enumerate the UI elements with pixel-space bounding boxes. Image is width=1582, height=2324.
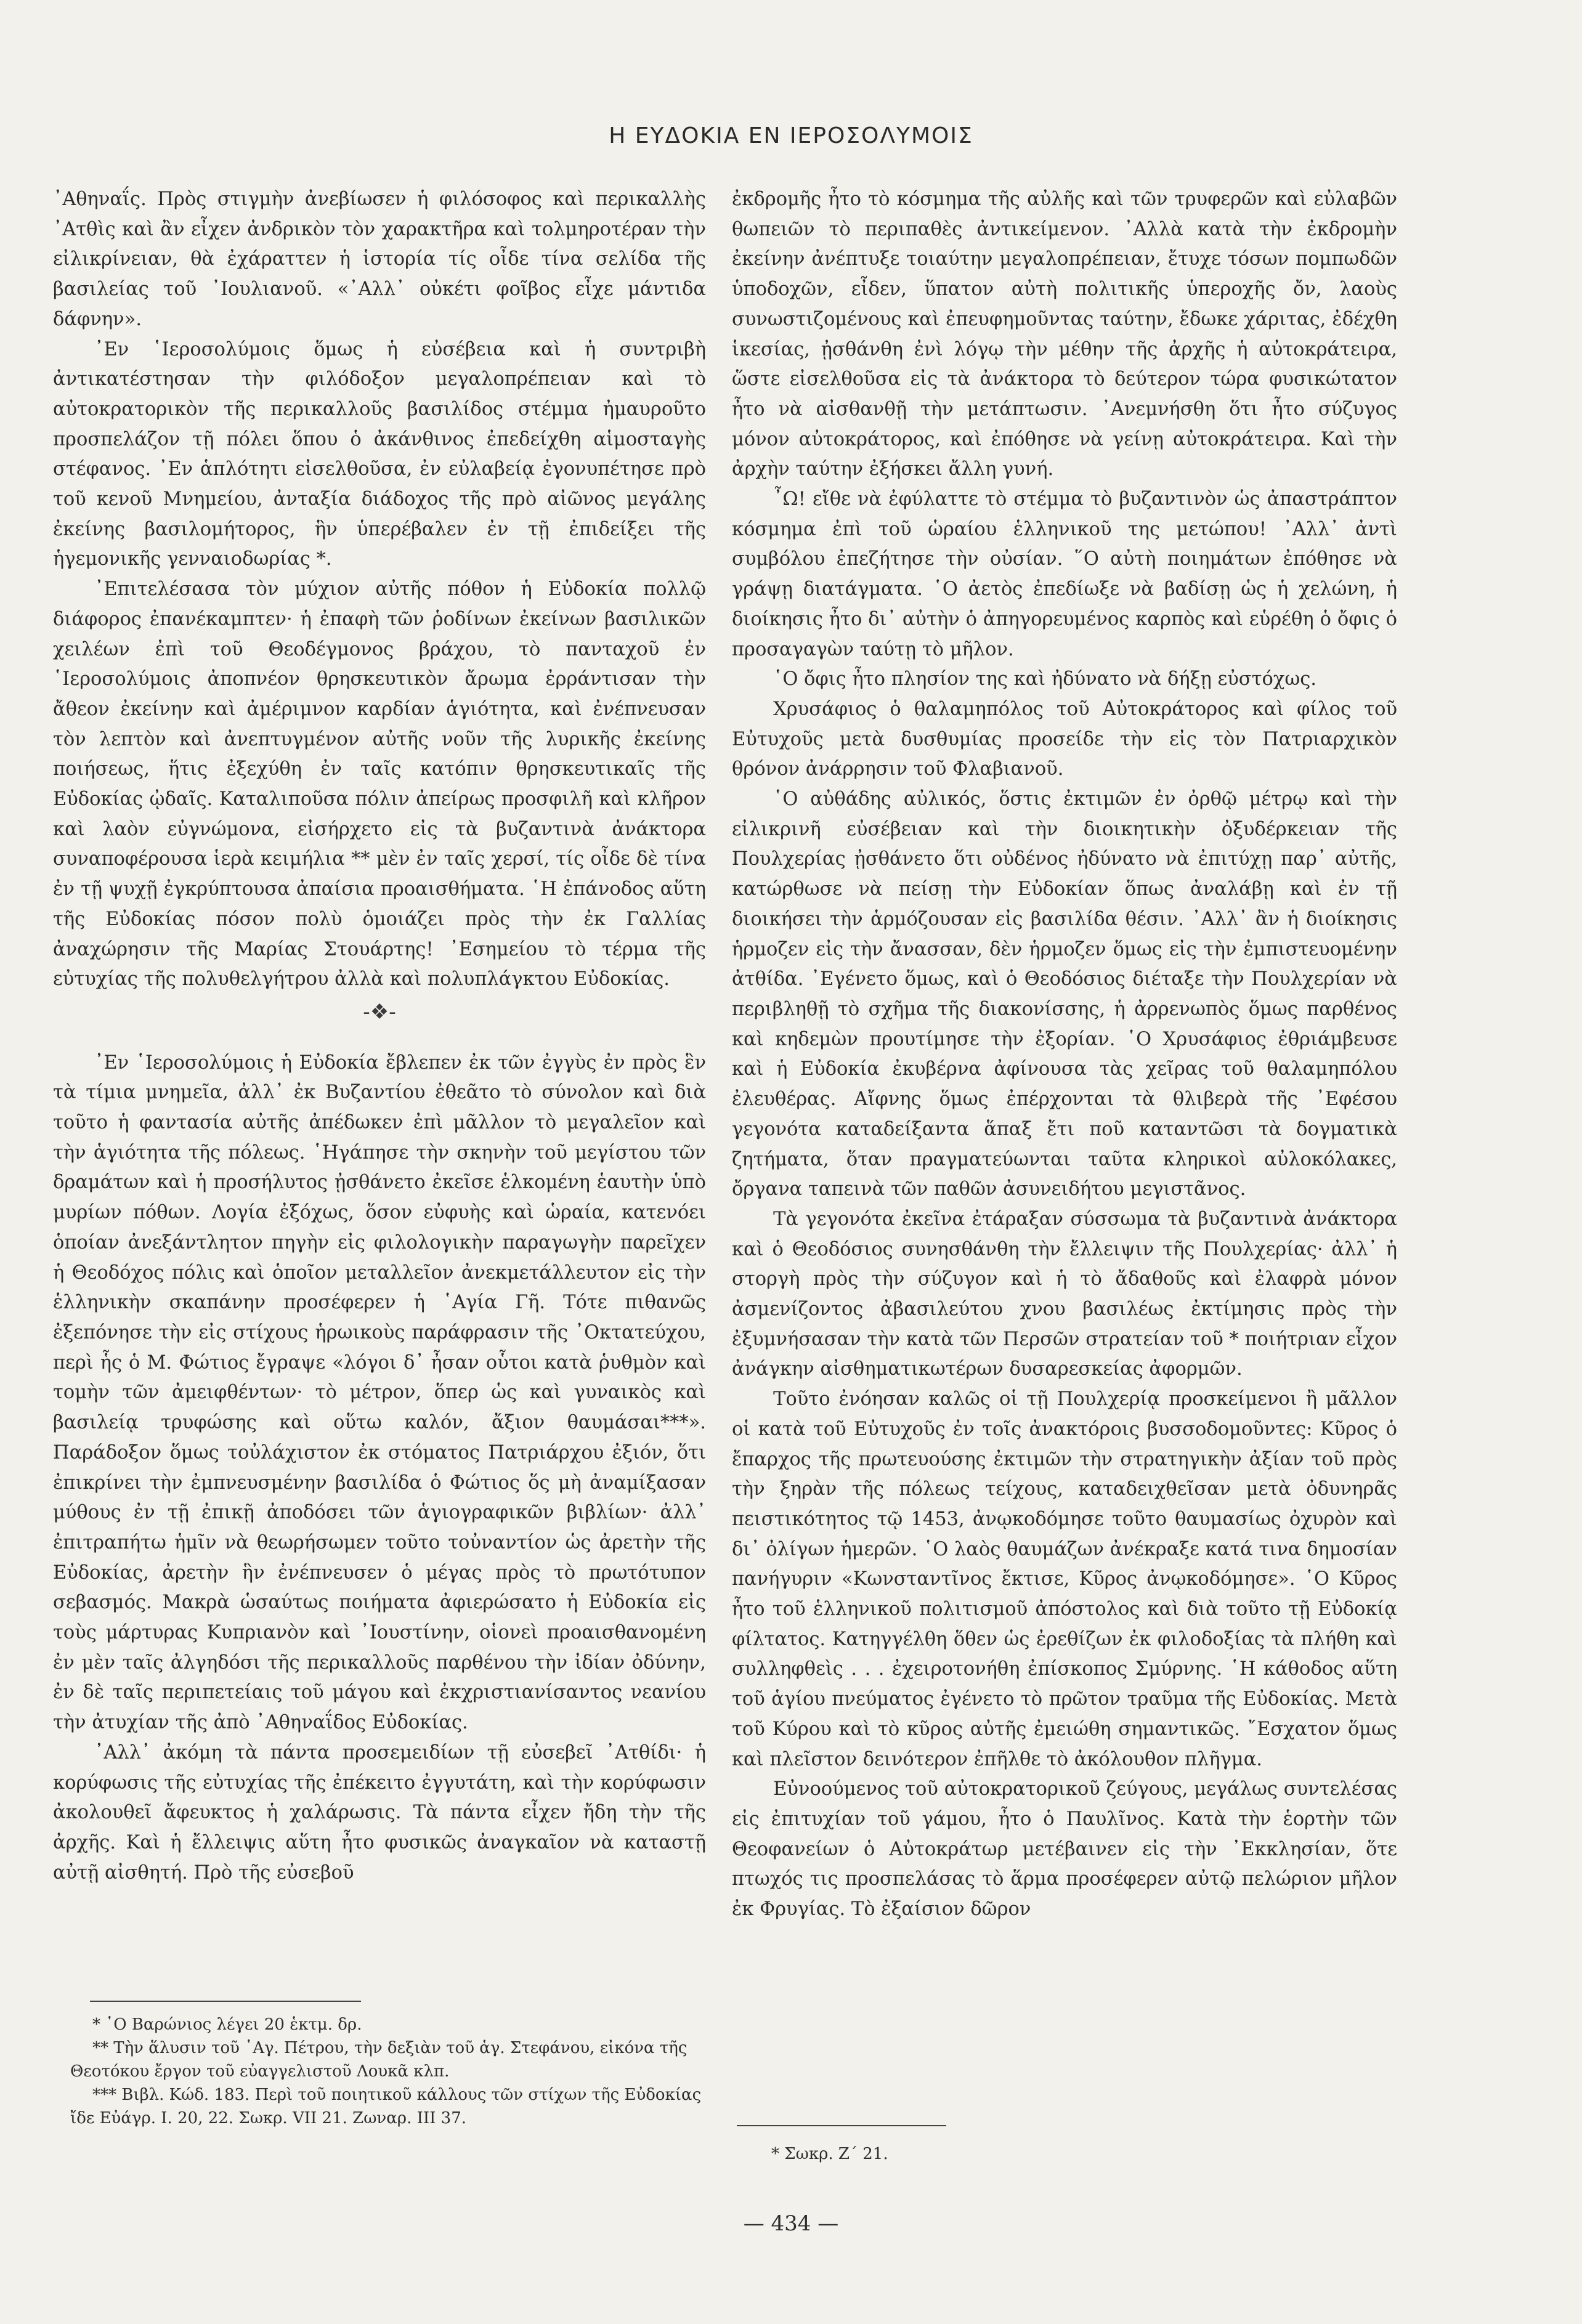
footnote-rule-left xyxy=(90,2001,361,2002)
footnote: * Σωκρ. Ζ´ 21. xyxy=(771,2145,888,2163)
paragraph: ῏Ω! εἴθε νὰ ἐφύλαττε τὸ στέμμα τὸ βυζαντινὸν ὡς ἀπαστράπτον κόσμημα ἐπὶ τοῦ ὡραίου ἑλληνικοῦ της μετώπου! ᾿Αλλ᾿ ἀντὶ συμβόλου ἐπεζήτησε τὴν οὐσίαν. ῞Ο αὐτὴ ποιημάτων ἐπόθησε νὰ γράψῃ διατάγματα. ῾Ο ἀετὸς ἐπεδίωξε νὰ βαδίσῃ ὡς ἡ χελώνη, ἡ διοίκησις ἦτο δι᾿ αὐτὴν ὁ ἀπηγορευμένος καρπὸς καὶ εὑρέθη ὁ ὄφις ὁ προσαγαγὼν ταύτῃ τὸ μῆλον. xyxy=(732,488,1397,660)
paragraph: Εὐνοούμενος τοῦ αὐτοκρατορικοῦ ζεύγους, μεγάλως συντελέσας εἰς ἐπιτυχίαν τοῦ γάμου, ἦτο ὁ Παυλῖνος. Κατὰ τὴν ἑορτὴν τῶν Θεοφανείων ὁ Αὐτοκράτωρ μετέβαινεν εἰς τὴν ᾿Εκκλησίαν, ὅτε πτωχός τις προσπελάσας τὸ ἅρμα προσέφερεν αὐτῷ πελώριον μῆλον ἐκ Φρυγίας. Τὸ ἐξαίσιον δῶρον xyxy=(732,1778,1397,1921)
footnotes-left xyxy=(53,2013,706,2130)
paragraph: ᾿Αλλ᾿ ἀκόμη τὰ πάντα προσεμειδίων τῇ εὐσεβεῖ ᾿Ατθίδι· ἡ κορύφωσις τῆς εὐτυχίας τῆς ἐπέκειτο ἐγγυτάτη, καὶ τὴν κορύφωσιν ἀκολουθεῖ ἄφευκτος ἡ χαλάρωσις. Τὰ πάντα εἶχεν ἤδη τὴν τῆς ἀρχῆς. Καὶ ἡ ἔλλειψις αὕτη ἦτο φυσικῶς ἀναγκαῖον νὰ καταστῇ αὐτῇ αἰσθητή. Πρὸ τῆς εὐσεβοῦ xyxy=(53,1741,706,1884)
paragraph: ῾Ο αὐθάδης αὐλικός, ὅστις ἐκτιμῶν ἐν ὀρθῷ μέτρῳ καὶ τὴν εἰλικρινῆ εὐσέβειαν καὶ τὴν διοικητικὴν ὀξυδέρκειαν τῆς Πουλχερίας ᾐσθάνετο ὅτι οὐδένος ἠδύνατο νὰ ἐπιτύχῃ παρ᾿ αὐτῆς, κατώρθωσε νὰ πείσῃ τὴν Εὐδοκίαν ὅπως ἀναλάβῃ καὶ ἐν τῇ διοικήσει τὴν ἁρμόζουσαν εἰς βασιλίδα θέσιν. ᾿Αλλ᾿ ἂν ἡ διοίκησις ἡρμοζεν εἰς τὴν ἄνασσαν, δὲν ἡρμοζεν ὅμως εἰς τὴν ἐμπιστευομένην ἀτθίδα. ᾿Εγένετο ὅμως, καὶ ὁ Θεοδόσιος διέταξε τὴν Πουλχερίαν νὰ περιβληθῇ τὸ σχῆμα τῆς διακονίσσης, ἡ ἀρρενωπὸς ὅμως παρθένος καὶ κηδεμὼν προυτίμησε τὴν ἐξορίαν. ῾Ο Χρυσάφιος ἐθριάμβευσε καὶ ἡ Εὐδοκία ἐκυβέρνα ἀφίνουσα τὰς χεῖρας τοῦ θαλαμηπόλου ἐλευθέρας. Αἴφνης ὅμως ἐπέρχονται τὰ θλιβερὰ τῆς ᾿Εφέσου γεγονότα καταδείξαντα ἅπαξ ἔτι ποῦ καταντῶσι τὰ δογματικὰ ζητήματα, ὅταν πραγματεύωνται ταῦτα κληρικοὶ αὐλοκόλακες, ὄργανα ταπεινὰ τῶν παθῶν ἀσυνειδήτου μεγιστᾶνος. xyxy=(732,788,1397,1200)
left-column xyxy=(53,185,706,1888)
page-number: — 434 — xyxy=(743,2211,839,2236)
running-title: Η ΕΥΔΟΚΙΑ ΕΝ ΙΕΡΟΣΟΛΥΜΟΙΣ xyxy=(609,123,973,148)
paragraph: ᾿Εν ῾Ιεροσολύμοις ἡ Εὐδοκία ἔβλεπεν ἐκ τῶν ἐγγὺς ἐν πρὸς ἓν τὰ τίμια μνημεῖα, ἀλλ᾿ ἐκ Βυζαντίου ἐθεᾶτο τὸ σύνολον καὶ διὰ τοῦτο ἡ φαντασία αὐτῆς ἀπέδωκεν ἐπὶ μᾶλλον τὸ μεγαλεῖον καὶ τὴν ἁγιότητα τῆς πόλεως. ῾Ηγάπησε τὴν σκηνὴν τοῦ μεγίστου τῶν δραμάτων καὶ ἡ προσήλυτος ᾐσθάνετο ἐκεῖσε ἑλκομένη ἑαυτὴν ὑπὸ μυρίων πόθων. Λογία ἐξόχως, ὅσον εὐφυὴς καὶ ὡραία, κατενόει ὁποίαν ἀνεξάντλητον πηγὴν εἰς φιλολογικὴν παραγωγὴν παρεῖχεν ἡ Θεοδόχος πόλις καὶ ὁποῖον μεταλλεῖον ἀνεκμετάλλευτον εἰς τὴν ἑλληνικὴν σκαπάνην προσέφερεν ἡ ῾Αγία Γῆ. Τότε πιθανῶς ἐξεπόνησε τὴν εἰς στίχους ἡρωικοὺς παράφρασιν τῆς ᾿Οκτατεύχου, περὶ ἧς ὁ Μ. Φώτιος ἔγραψε «λόγοι δ᾿ ἦσαν οὗτοι κατὰ ῥυθμὸν καὶ τομὴν τῶν ἀμειφθέντων· τὸ μέτρον, ὅπερ ὡς καὶ γυναικὸς καὶ βασιλείᾳ τρυφώσης καὶ οὕτω καλόν, ἄξιον θαυμάσαι***». Παράδοξον ὅμως τοὐλάχιστον ἐκ στόματος Πατριάρχου ἐξιόν, ὅτι ἐπικρίνει τὴν ἐμπνευσμένην βασιλίδα ὁ Φώτιος ὅς μὴ ἀναμίξασαν μύθους ἐν τῇ ἐπικῇ ἀποδόσει τῶν ἁγιογραφικῶν βιβλίων· ἀλλ᾿ ἐπιτραπήτω ἡμῖν νὰ θεωρήσωμεν τοῦτο τοὐναντίον ὡς ἀρετὴν τῆς Εὐδοκίας, ἀρετὴν ἣν ἐνέπνευσεν ὁ μέγας πρὸς τὸ πρωτότυπον σεβασμός. Μακρὰ ὡσαύτως ποιήματα ἀφιερώσατο ἡ Εὐδοκία εἰς τοὺς μάρτυρας Κυπριανὸν καὶ ᾿Ιουστίνην, οἱονεὶ προαισθανομένη ἐν μὲν ταῖς ἀλγηδόσι τῆς περικαλλοῦς παρθένου τὴν ἰδίαν ὀδύνην, ἐν δὲ ταῖς περιπετείαις τοῦ μάγου καὶ ἐκχριστιανίσαντος νεανίου τὴν ἀτυχίαν τῆς ἀπὸ ᾿Αθηναΐδος Εὐδοκίας. xyxy=(53,1051,706,1734)
footnote: *** Βιβλ. Κώδ. 183. Περὶ τοῦ ποιητικοῦ κάλλους τῶν στίχων τῆς Εὐδοκίας ἴδε Εὐάγρ. I. 20, 22. Σωκρ. VII 21. Ζωναρ. III 37. xyxy=(70,2086,702,2128)
paragraph: ἐκδρομῆς ἦτο τὸ κόσμημα τῆς αὐλῆς καὶ τῶν τρυφερῶν καὶ εὐλαβῶν θωπειῶν τὸ περιπαθὲς ἀντικείμενον. ᾿Αλλὰ κατὰ τὴν ἐκδρομὴν ἐκείνην ἀνέπτυξε τοιαύτην μεγαλοπρέπειαν, ἔτυχε τόσων πομπωδῶν ὑποδοχῶν, εἶδεν, ὕπατον αὐτὴ πολιτικῆς ὑπεροχῆς ὄν, λαοὺς συνωστιζομένους καὶ ἐπευφημοῦντας ταύτην, ἔδωκε χάριτας, ἐδέχθη ἱκεσίας, ᾐσθάνθη ἐνὶ λόγῳ τὴν μέθην τῆς ἀρχῆς ἡ αὐτοκράτειρα, ὥστε εἰσελθοῦσα εἰς τὰ ἀνάκτορα τὸ δεύτερον τώρα φυσικώτατον ἦτο νὰ αἰσθανθῇ τὴν μετάπτωσιν. ᾿Ανεμνήσθη ὅτι ἦτο σύζυγος μόνον αὐτοκράτορος, καὶ ἐπόθησε νὰ γείνῃ αὐτοκράτειρα. Καὶ τὴν ἀρχὴν ταύτην ἐξήσκει ἄλλη γυνή. xyxy=(732,188,1397,480)
section-ornament: -❖- xyxy=(363,999,396,1024)
paragraph: ῾Ο ὄφις ἦτο πλησίον της καὶ ἠδύνατο νὰ δήξῃ εὐστόχως. xyxy=(773,668,1316,690)
footnotes-right xyxy=(732,2142,1397,2166)
footnote: ** Τὴν ἅλυσιν τοῦ ῾Αγ. Πέτρου, τὴν δεξιὰν τοῦ ἁγ. Στεφάνου, εἰκόνα τῆς Θεοτόκου ἔργον τοῦ εὐαγγελιστοῦ Λουκᾶ κλπ. xyxy=(70,2039,688,2081)
right-column xyxy=(732,185,1397,1925)
paragraph: ᾿Εν ῾Ιεροσολύμοις ὅμως ἡ εὐσέβεια καὶ ἡ συντριβὴ ἀντικατέστησαν τὴν φιλόδοξον μεγαλοπρέπειαν καὶ τὸ αὐτοκρατορικὸν τῆς περικαλλοῦς βασιλίδος στέμμα ἠμαυροῦτο προσπελάζον τῇ πόλει ὅπου ὁ ἀκάνθινος ἐπεδείχθη αἱμοσταγὴς στέφανος. ᾿Εν ἁπλότητι εἰσελθοῦσα, ἐν εὐλαβείᾳ ἐγονυπέτησε πρὸ τοῦ κενοῦ Μνημείου, ἀνταξία διάδοχος τῆς πρὸ αἰῶνος μεγάλης ἐκείνης βασιλομήτορος, ἣν ὑπερέβαλεν ἐν τῇ ἐπιδείξει τῆς ἡγεμονικῆς γενναιοδωρίας *. xyxy=(53,338,706,570)
paragraph: ᾿Αθηναΐς. Πρὸς στιγμὴν ἀνεβίωσεν ἡ φιλόσοφος καὶ περικαλλὴς ᾿Ατθὶς καὶ ἂν εἶχεν ἀνδρικὸν τὸν χαρακτῆρα καὶ τολμηροτέραν τὴν εἰλικρίνειαν, θὰ ἐχάραττεν ἡ ἱστορία τίς οἶδε τίνα σελίδα τῆς βασιλείας τοῦ ᾿Ιουλιανοῦ. «᾿Αλλ᾿ οὐκέτι φοῖβος εἶχε μάντιδα δάφνην». xyxy=(53,188,706,330)
footnote-rule-right xyxy=(737,2125,946,2126)
paragraph: Τὰ γεγονότα ἐκεῖνα ἐτάραξαν σύσσωμα τὰ βυζαντινὰ ἀνάκτορα καὶ ὁ Θεοδόσιος συνησθάνθη τὴν ἔλλειψιν τῆς Πουλχερίας· ἀλλ᾿ ἡ στοργὴ πρὸς τὴν σύζυγον καὶ ἡ τὸ ἄδαθοῦς καὶ ἐλαφρὰ μόνον ἀσμενίζοντος ἀβασιλεύτου χνου βασιλέως ἐκτίμησις πρὸς τὴν ἐξυμνήσασαν τὴν κατὰ τῶν Περσῶν στρατείαν τοῦ * ποιήτριαν εἶχον ἀνάγκην αἰσθηματικωτέρων δυσαρεσκείας ἀφορμῶν. xyxy=(732,1208,1397,1380)
paragraph: Τοῦτο ἐνόησαν καλῶς οἱ τῇ Πουλχερίᾳ προσκείμενοι ἢ μᾶλλον οἱ κατὰ τοῦ Εὐτυχοῦς ἐν τοῖς ἀνακτόροις βυσσοδομοῦντες: Κῦρος ὁ ἔπαρχος τῆς πρωτευούσης ἐκτιμῶν τὴν στρατηγικὴν ἀξίαν τοῦ πρὸς τὴν ξηρὰν τῆς πόλεως τείχους, καταδειχθεῖσαν μετὰ ὀδυνηρᾶς πειστικότητος τῷ 1453, ἀνῳκοδόμησε τοῦτο θαυμασίως ὀχυρὸν καὶ δι᾿ ὀλίγων ἡμερῶν. ῾Ο λαὸς θαυμάζων ἀνέκραξε κατά τινα δημοσίαν πανήγυριν «Κωνσταντῖνος ἔκτισε, Κῦρος ἀνῳκοδόμησε». ῾Ο Κῦρος ἦτο τοῦ ἑλληνικοῦ πολιτισμοῦ ἀπόστολος καὶ διὰ τοῦτο τῇ Εὐδοκίᾳ φίλτατος. Κατηγγέλθη ὅθεν ὡς ἐρεθίζων ἐκ φιλοδοξίας τὰ πλήθη καὶ συλληφθεὶς . . . ἐχειροτονήθη ἐπίσκοπος Σμύρνης. ῾Η κάθοδος αὕτη τοῦ ἁγίου πνεύματος ἐγένετο τὸ πρῶτον τραῦμα τῆς Εὐδοκίας. Μετὰ τοῦ Κύρου καὶ τὸ κῦρος αὐτῆς ἐμειώθη σημαντικῶς. ῎Εσχατον ὅμως καὶ πλεῖστον δεινότερον ἐπῆλθε τὸ ἀκόλουθον πλῆγμα. xyxy=(732,1388,1397,1770)
paragraph: ᾿Επιτελέσασα τὸν μύχιον αὐτῆς πόθον ἡ Εὐδοκία πολλῷ διάφορος ἐπανέκαμπτεν· ἡ ἐπαφὴ τῶν ῥοδίνων ἐκείνων βασιλικῶν χειλέων ἐπὶ τοῦ Θεοδέγμονος βράχου, τὸ πανταχοῦ ἐν ῾Ιεροσολύμοις ἀποπνέον θρησκευτικὸν ἄρωμα ἐρράντισαν τὴν ἄθεον ἐκείνην καὶ ἀμέριμνον καρδίαν ἁγιότητα, καὶ ἐνέπνευσαν τὸν λεπτὸν καὶ ἀνεπτυγμένον αὐτῆς νοῦν τῆς λυρικῆς ἐκείνης ποιήσεως, ἥτις ἐξεχύθη ἐν ταῖς κατόπιν θρησκευτικαῖς τῆς Εὐδοκίας ᾠδαῖς. Καταλιποῦσα πόλιν ἀπείρως προσφιλῆ καὶ κλῆρον καὶ λαὸν εὐγνώμονα, εἰσήρχετο εἰς τὰ βυζαντινὰ ἀνάκτορα συναποφέρουσα ἱερὰ κειμήλια ** μὲν ἐν ταῖς χερσί, τίς οἶδε δὲ τίνα ἐν τῇ ψυχῇ ἐγκρύπτουσα ἀπαίσια προαισθήματα. ῾Η ἐπάνοδος αὕτη τῆς Εὐδοκίας πόσον πολὺ ὁμοιάζει πρὸς τὴν ἐκ Γαλλίας ἀναχώρησιν τῆς Μαρίας Στουάρτης! ᾿Εσημείου τὸ τέρμα τῆς εὐτυχίας τῆς πολυθελγήτρου ἀλλὰ καὶ πολυπλάγκτου Εὐδοκίας. xyxy=(53,578,706,990)
paragraph: Χρυσάφιος ὁ θαλαμηπόλος τοῦ Αὐτοκράτορος καὶ φίλος τοῦ Εὐτυχοῦς μετὰ δυσθυμίας προσείδε τὴν εἰς τὸν Πατριαρχικὸν θρόνον ἀνάρρησιν τοῦ Φλαβιανοῦ. xyxy=(732,698,1397,780)
footnote: * ῾Ο Βαρώνιος λέγει 20 ἑκτμ. δρ. xyxy=(92,2015,362,2034)
